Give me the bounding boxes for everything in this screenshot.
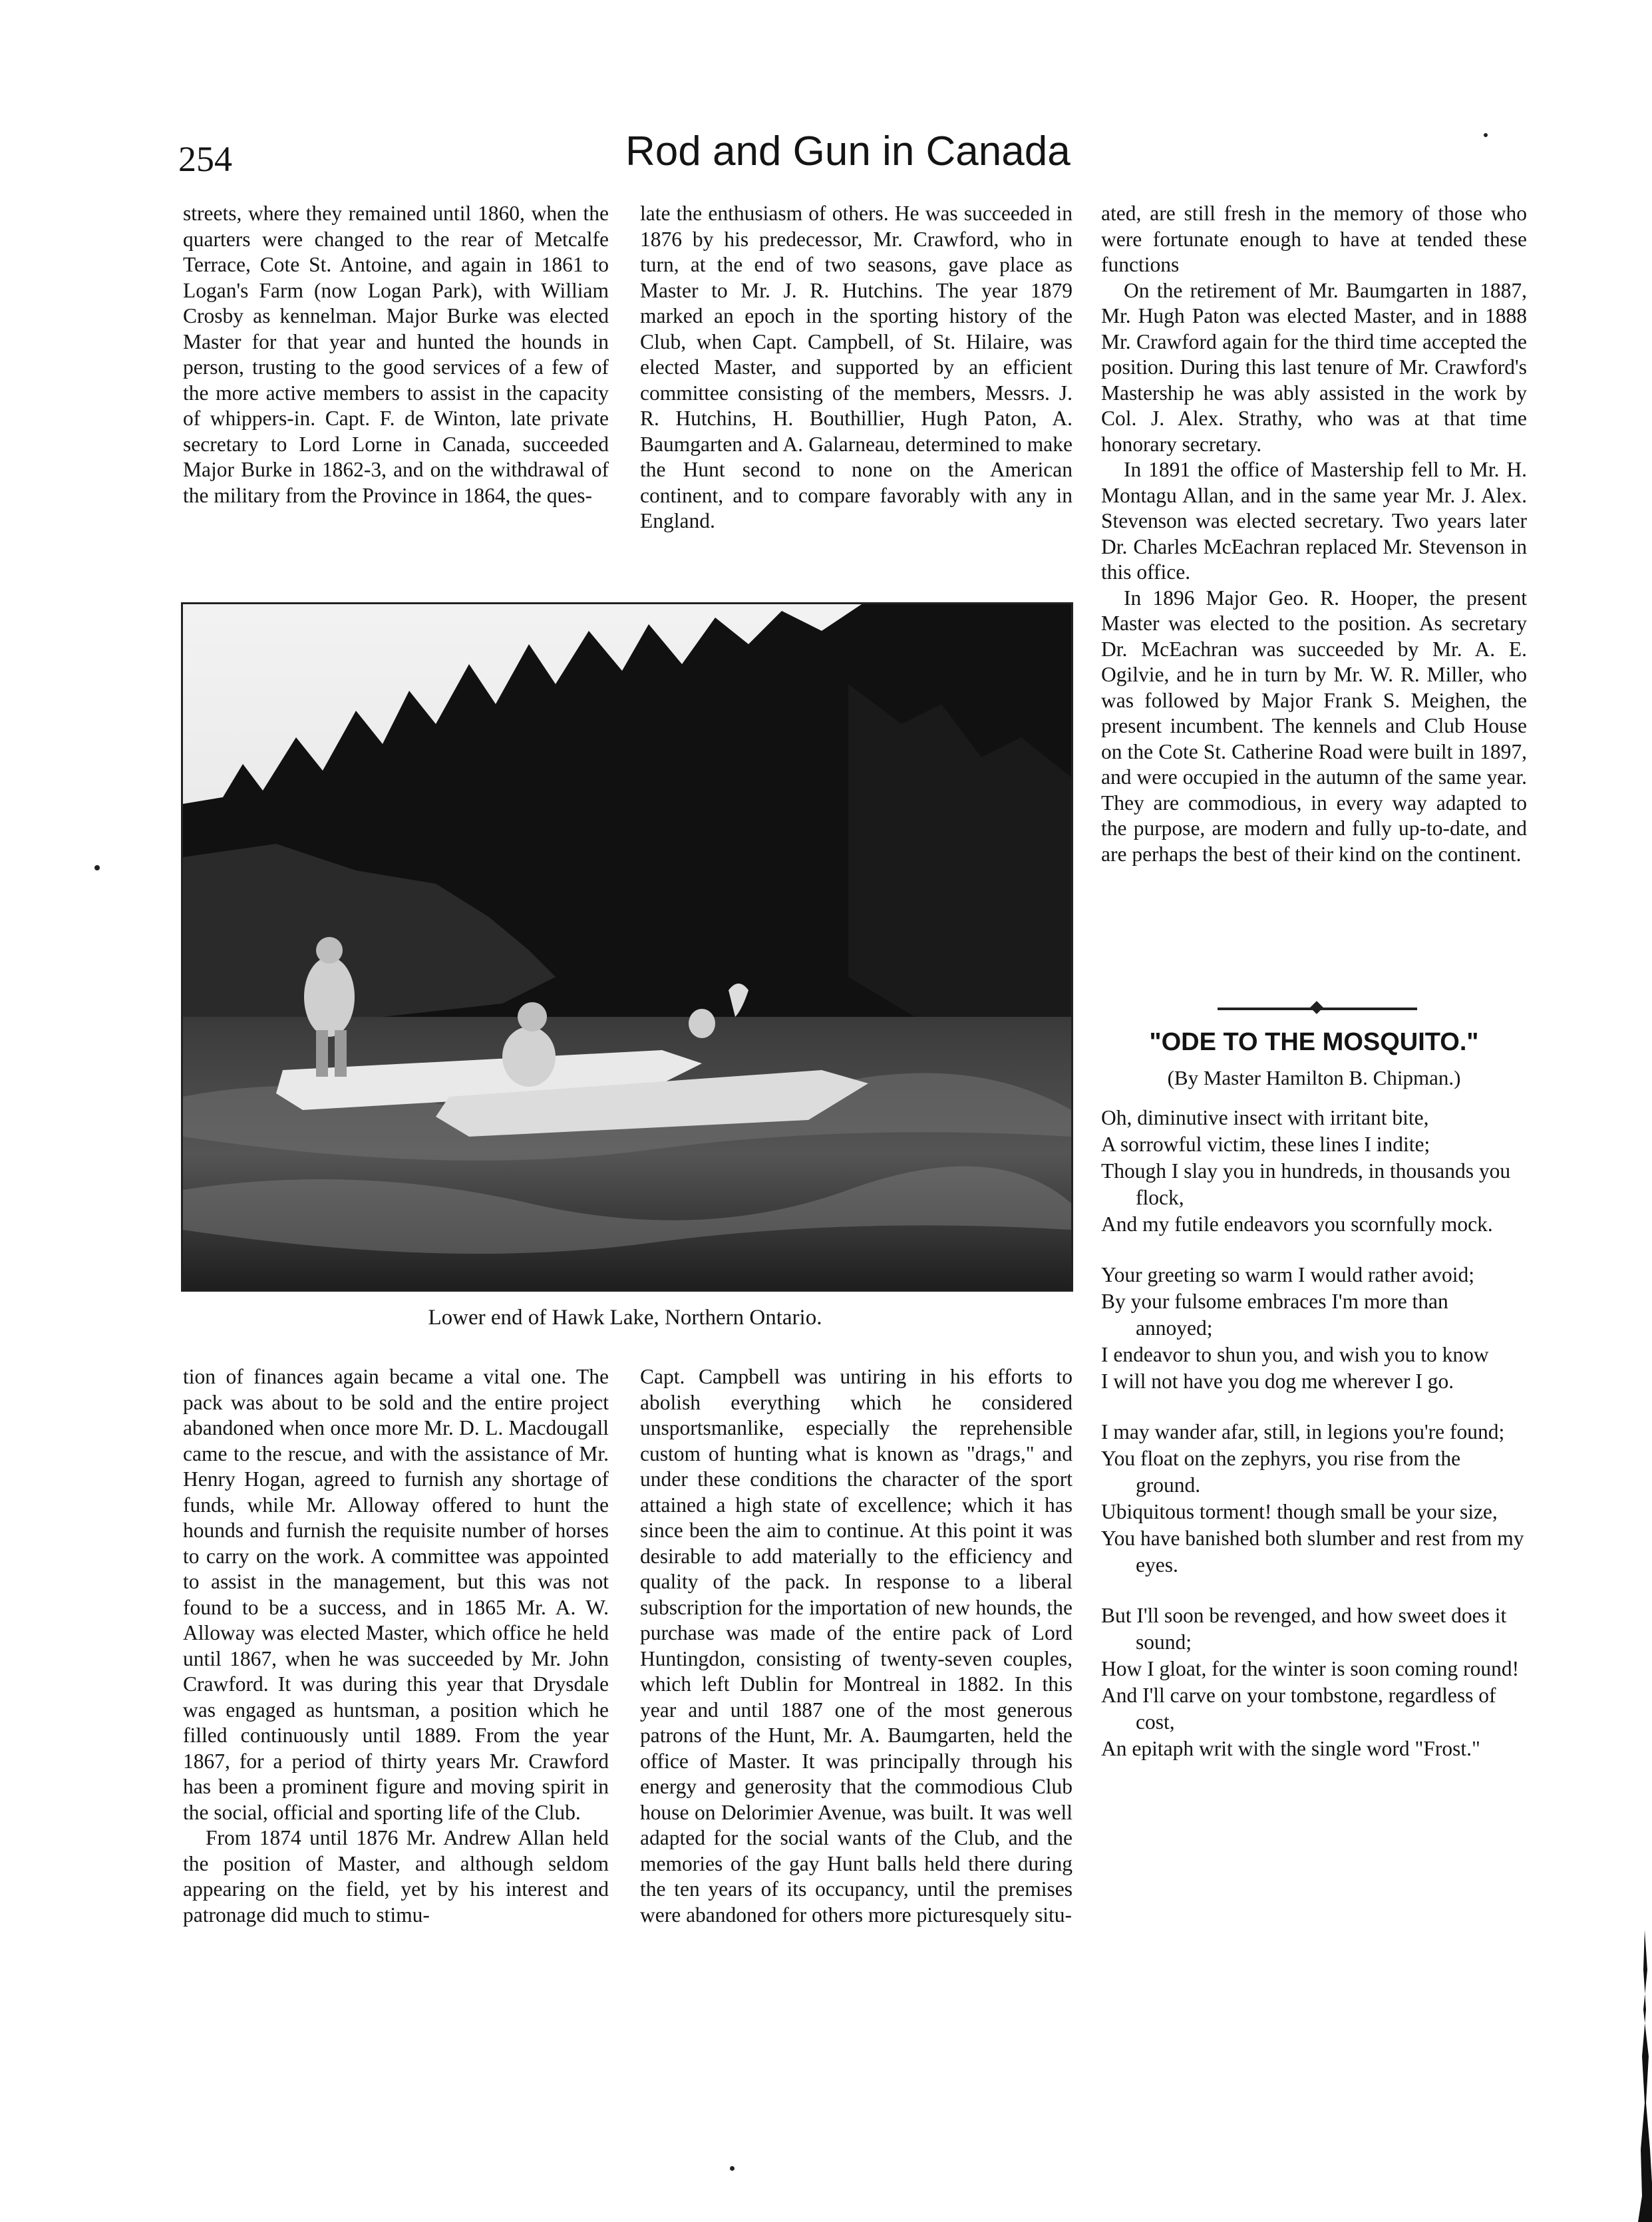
- paragraph: late the enthusiasm of others. He was succeeded in 1876 by his predecessor, Mr. Crawford, who in turn, at the end of two seasons, gave place as Master to Mr. J. R. Hutchins. The year 1879 marked an epoch in the sporting history of the Club, when Capt. Campbell, of St. Hilaire, was elected Master, and supported by an efficient committee consisting of the members, Messrs. J. R. Hutchins, H. Bouthillier, Hugh Paton, A. Baumgarten and A. Galarneau, determined to make the Hunt second to none on the American continent, and to compare favorably with any in England.: [640, 202, 1073, 532]
- column-1-top: [183, 201, 609, 508]
- poem-line: I may wander afar, still, in legions you're found;: [1101, 1420, 1505, 1443]
- column-3: [1101, 201, 1527, 867]
- poem-line: An epitaph writ with the single word "Frost.": [1101, 1737, 1480, 1760]
- paragraph: On the retirement of Mr. Baumgarten in 1887, Mr. Hugh Paton was elected Master, and in 1888 Mr. Crawford again for the third time accepted the position. During this last tenure of Mr. Crawford's Mastership he was ably assisted in the work by Col. J. Alex. Strathy, who was at that time honorary secretary.: [1101, 278, 1527, 456]
- poem-line: A sorrowful victim, these lines I indite;: [1101, 1133, 1430, 1156]
- column-1-bottom: [183, 1364, 609, 1928]
- poem-line: But I'll soon be revenged, and how sweet does it sound;: [1101, 1604, 1507, 1654]
- paragraph: streets, where they remained until 1860, when the quarters were changed to the rear of Metcalfe Terrace, Cote St. Antoine, and again in 1861 to Logan's Farm (now Logan Park), with William Crosby as kennelman. Major Burke was elected Master for that year and hunted the hounds in person, trusting to the good services of a few of the more active members to assist in the capacity of whippers-in. Capt. F. de Winton, late private secretary to Lord Lorne in Canada, succeeded Major Burke in 1862-3, and on the withdrawal of the military from the Province in 1864, the ques-: [183, 202, 609, 507]
- poem-line: I will not have you dog me wherever I go.: [1101, 1370, 1454, 1393]
- poem-line: Ubiquitous torment! though small be your size,: [1101, 1500, 1498, 1523]
- paragraph: From 1874 until 1876 Mr. Andrew Allan held the position of Master, and although seldom appearing on the field, yet by his interest and patronage did much to stimu-: [183, 1826, 609, 1927]
- poem-line: And my futile endeavors you scornfully mock.: [1101, 1212, 1493, 1236]
- poem-stanza: [1101, 1602, 1527, 1762]
- poem-line: Oh, diminutive insect with irritant bite,: [1101, 1106, 1429, 1129]
- poem-stanza: [1101, 1105, 1527, 1238]
- print-speck: [730, 2166, 735, 2171]
- lake-photograph: [181, 602, 1073, 1292]
- figure-caption: Lower end of Hawk Lake, Northern Ontario.: [428, 1306, 822, 1330]
- poem-line: I endeavor to shun you, and wish you to know: [1101, 1343, 1489, 1366]
- paragraph: Capt. Campbell was untiring in his efforts to abolish everything which he considered unsportsmanlike, especially the reprehensible custom of hunting what is known as "drags," and under these conditions the character of the sport attained a high state of excellence; which it has since been the aim to continue. At this point it was desirable to add materially to the efficiency and quality of the pack. In response to a liberal subscription for the importation of new hounds, the purchase was made of the entire pack of Lord Huntingdon, consisting of twenty-seven couples, which left Dublin for Montreal in 1882. In this year and until 1887 one of the most generous patrons of the Hunt, Mr. A. Baumgarten, held the office of Master. It was principally through his energy and generosity that the commodious Club house on Delorimier Avenue, was built. It was well adapted for the social wants of the Club, and the memories of the gay Hunt balls held there during the ten years of its occupancy, until the premises were abandoned for others more picturesquely situ-: [640, 1365, 1073, 1927]
- poem-line: By your fulsome embraces I'm more than annoyed;: [1101, 1290, 1448, 1340]
- paragraph: In 1896 Major Geo. R. Hooper, the present Master was elected to the position. As secretary Dr. McEachran was succeeded by Mr. A. E. Ogilvie, and he in turn by Mr. W. R. Miller, who was followed by Major Frank S. Meighen, the present incumbent. The kennels and Club House on the Cote St. Catherine Road were built in 1897, and were occupied in the autumn of the same year. They are commodious, in every way adapted to the purpose, are modern and fully up-to-date, and are perhaps the best of their kind on the continent.: [1101, 586, 1527, 866]
- print-speck: [94, 865, 100, 870]
- scan-edge-mark: [1631, 1930, 1652, 2222]
- poem-stanza: [1101, 1262, 1527, 1395]
- paragraph: tion of finances again became a vital one. The pack was about to be sold and the entire project abandoned when once more Mr. D. L. Macdougall came to the rescue, and with the assistance of Mr. Henry Hogan, agreed to furnish any shortage of funds, while Mr. Alloway offered to hunt the hounds and furnish the requisite number of horses to carry on the work. A committee was appointed to assist in the management, but this was not found to be a success, and in 1865 Mr. A. W. Alloway was elected Master, which office he held until 1867, when he was succeeded by Mr. John Crawford. It was during this year that Drysdale was engaged as huntsman, a position which he filled continuously until 1889. From the year 1867, for a period of thirty years Mr. Crawford has been a prominent figure and moving spirit in the social, official and sporting life of the Club.: [183, 1365, 609, 1824]
- poem-title: "ODE TO THE MOSQUITO.": [1149, 1028, 1479, 1056]
- column-2-bottom: [640, 1364, 1073, 1928]
- column-2-top: [640, 201, 1073, 534]
- poem-line: How I gloat, for the winter is soon coming round!: [1101, 1657, 1520, 1680]
- lake-scene-image: [183, 604, 1071, 1290]
- poem-byline: (By Master Hamilton B. Chipman.): [1167, 1066, 1461, 1089]
- poem-stanza: [1101, 1419, 1527, 1578]
- poem-line: Your greeting so warm I would rather avoid;: [1101, 1263, 1475, 1286]
- poem-body: [1101, 1105, 1527, 1786]
- page-number: 254: [178, 139, 232, 179]
- running-head: Rod and Gun in Canada: [625, 128, 1071, 174]
- poem-line: You float on the zephyrs, you rise from the ground.: [1101, 1447, 1461, 1497]
- paragraph: ated, are still fresh in the memory of those who were fortunate enough to have at tended these functions: [1101, 202, 1527, 276]
- poem-line: Though I slay you in hundreds, in thousands you flock,: [1101, 1159, 1511, 1209]
- divider-ornament-icon: [1310, 1001, 1323, 1014]
- poem-line: And I'll carve on your tombstone, regardless of cost,: [1101, 1684, 1496, 1734]
- print-speck: [1484, 133, 1488, 137]
- poem-line: You have banished both slumber and rest from my eyes.: [1101, 1527, 1524, 1576]
- paragraph: In 1891 the office of Mastership fell to Mr. H. Montagu Allan, and in the same year Mr. J. Alex. Stevenson was elected secretary. Two years later Dr. Charles McEachran replaced Mr. Stevenson in this office.: [1101, 458, 1527, 584]
